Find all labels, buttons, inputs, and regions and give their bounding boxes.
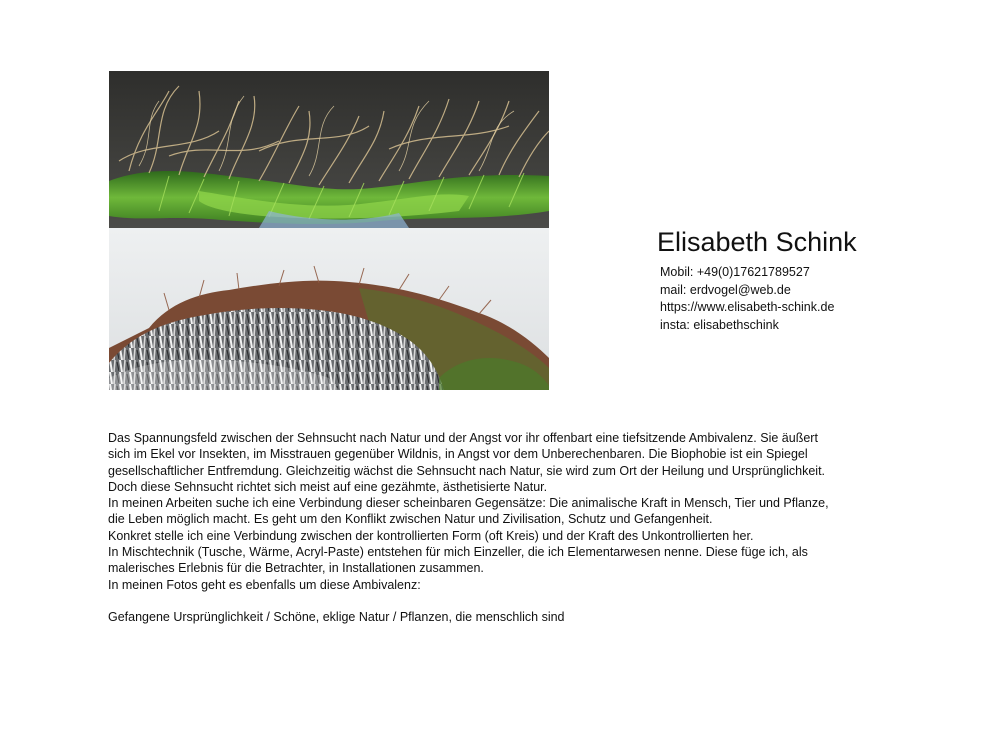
artist-name: Elisabeth Schink (657, 227, 857, 257)
statement-line: Doch diese Sehnsucht richtet sich meist auf eine gezähmte, ästhetisierte Natur. (108, 479, 548, 494)
photo-mound-vegetation (109, 228, 549, 390)
statement-line: Konkret stelle ich eine Verbindung zwischen der kontrollierten Form (oft Kreis) und der Kraft des Unkontrollierten her. (108, 528, 754, 543)
statement-line: Das Spannungsfeld zwischen der Sehnsucht nach Natur und der Angst vor ihr offenbart eine tiefsitzende Ambivalenz. Sie äußert (108, 431, 818, 445)
contact-block (657, 225, 987, 334)
photo-roots-grass-image (109, 71, 549, 228)
statement-line: In meinen Arbeiten suche ich eine Verbindung dieser scheinbaren Gegensätze: Die animalische Kraft in Mensch, Tier und Pflanze, (108, 496, 829, 511)
contact-phone: Mobil: +49(0)17621789527 (660, 265, 810, 279)
contact-email[interactable]: mail: erdvogel@web.de (660, 282, 791, 297)
statement-line: malerisches Erlebnis für die Betrachter, in Installationen zusammen. (108, 561, 484, 576)
statement-spacer (108, 593, 878, 609)
statement-line: sich im Ekel vor Insekten, im Misstrauen gegenüber Wildnis, in Angst vor dem Unberechenbaren. Die Biophobie ist ein Spiegel (108, 447, 808, 462)
statement-line: In Mischtechnik (Tusche, Wärme, Acryl-Paste) entstehen für mich Einzeller, die ich Elementarwesen nenne. Diese füge ich, als (108, 545, 808, 560)
photo-roots-grass (109, 71, 549, 228)
artist-statement (108, 430, 878, 626)
statement-line: gesellschaftlicher Entfremdung. Gleichzeitig wächst die Sehnsucht nach Natur, sie wird zum Ort der Heilung und Ursprünglichkeit. (108, 463, 826, 478)
contact-website[interactable]: https://www.elisabeth-schink.de (660, 300, 835, 314)
statement-line: In meinen Fotos geht es ebenfalls um diese Ambivalenz: (108, 577, 421, 592)
statement-closing: Gefangene Ursprünglichkeit / Schöne, eklige Natur / Pflanzen, die menschlich sind (108, 610, 565, 625)
statement-line: die Leben möglich macht. Es geht um den Konflikt zwischen Natur und Zivilisation, Schutz und Gefangenheit. (108, 512, 713, 527)
photo-mound-vegetation-image (109, 228, 549, 390)
contact-instagram[interactable]: insta: elisabethschink (660, 317, 779, 332)
